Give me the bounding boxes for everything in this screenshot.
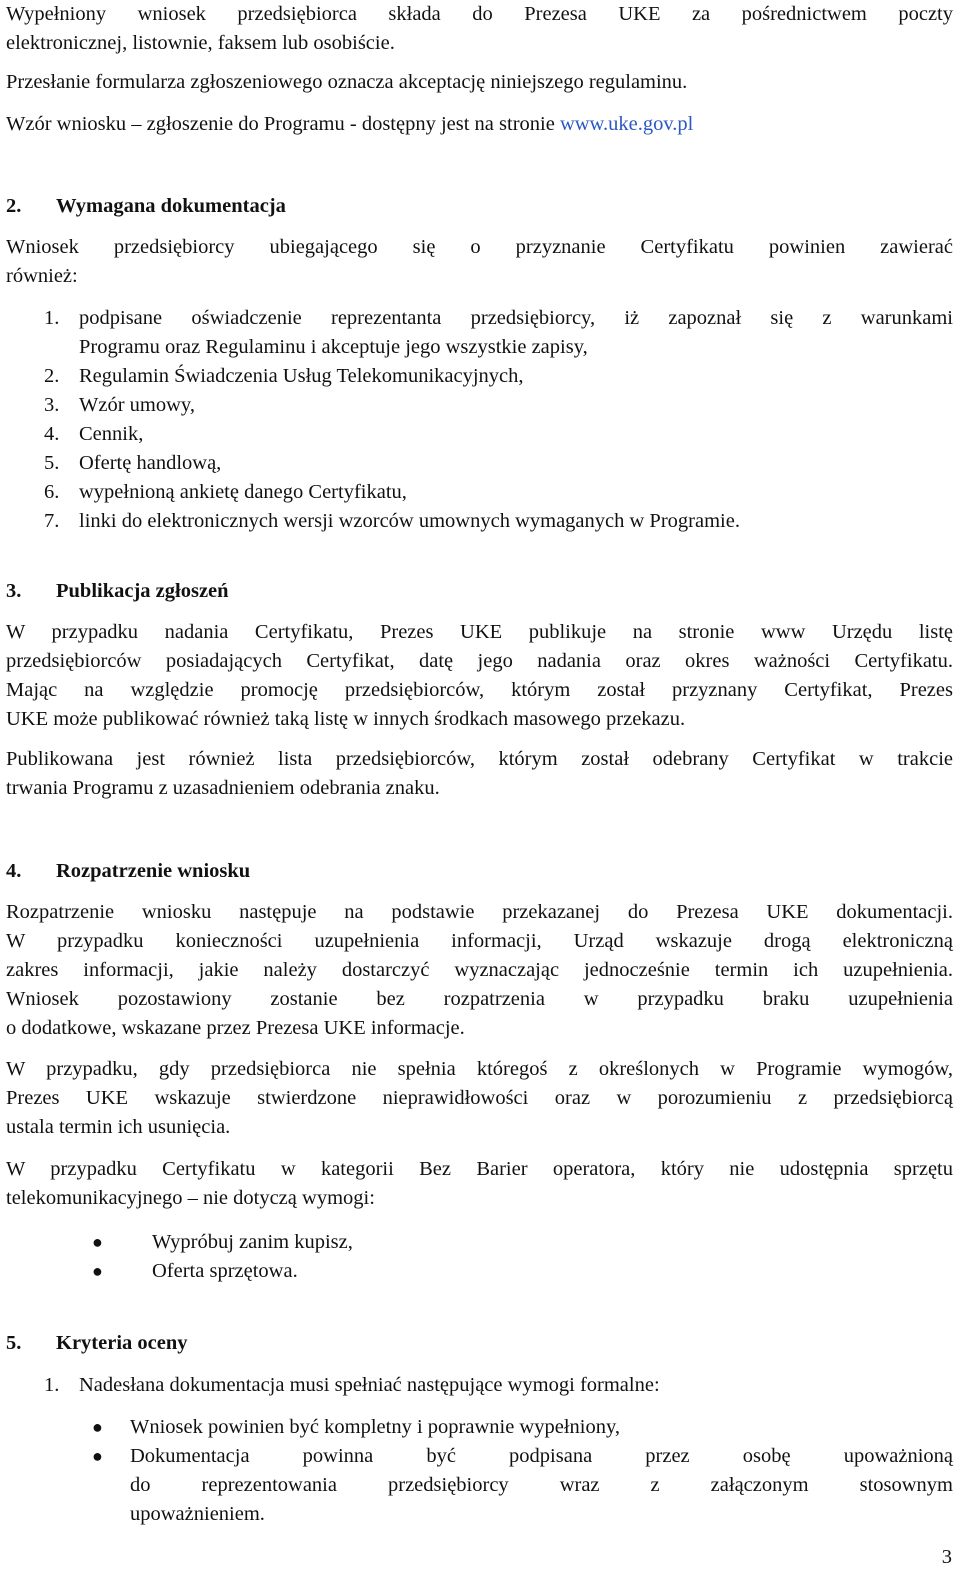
text-line: do reprezentowania przedsiębiorcy wraz z załączonym stosownym	[130, 1474, 953, 1496]
list-item	[92, 1257, 353, 1286]
list-item	[44, 420, 953, 449]
list-number: 1.	[44, 1374, 60, 1396]
intro-paragraph-3	[6, 110, 953, 139]
text-line: o dodatkowe, wskazane przez Prezesa UKE informacje.	[6, 1017, 465, 1039]
list-item	[44, 507, 953, 536]
list-item	[92, 1228, 353, 1257]
text-line: również:	[6, 265, 78, 287]
section-heading-5	[6, 1329, 188, 1358]
text-line: upoważnieniem.	[130, 1503, 265, 1525]
section-3-paragraph-1	[6, 618, 953, 734]
text-line: Publikowana jest również lista przedsiębiorców, którym został odebrany Certyfikat w trakcie	[6, 748, 953, 770]
text-span: Wzór wniosku – zgłoszenie do Programu - dostępny jest na stronie	[6, 113, 560, 135]
text-line: wypełnioną ankietę danego Certyfikatu,	[79, 481, 407, 503]
text-line: Rozpatrzenie wniosku następuje na podstawie przekazanej do Prezesa UKE dokumentacji.	[6, 901, 953, 923]
section-heading-3	[6, 577, 229, 606]
section-title: Kryteria oceny	[56, 1332, 188, 1354]
bullet-icon: ●	[92, 1417, 103, 1437]
section-title: Publikacja zgłoszeń	[56, 580, 229, 602]
bullet-icon: ●	[92, 1232, 103, 1252]
section-number: 3.	[6, 580, 22, 602]
page-number: 3	[941, 1546, 952, 1568]
list-number: 6.	[44, 481, 60, 503]
text-line: linki do elektronicznych wersji wzorców umownych wymaganych w Programie.	[79, 510, 740, 532]
section-4-paragraph-3	[6, 1155, 953, 1213]
section-number: 2.	[6, 195, 22, 217]
excluded-requirements-list	[92, 1228, 353, 1286]
section-number: 5.	[6, 1332, 22, 1354]
text-line: Dokumentacja powinna być podpisana przez osobę upoważnioną	[130, 1445, 953, 1467]
text-line: Mając na względzie promocję przedsiębiorców, którym został przyznany Certyfikat, Prezes	[6, 679, 953, 701]
text-line: Programu oraz Regulaminu i akceptuje jego wszystkie zapisy,	[79, 336, 588, 358]
section-2-intro	[6, 233, 953, 291]
text-line: Ofertę handlową,	[79, 452, 222, 474]
required-documents-list	[44, 304, 953, 536]
section-title: Rozpatrzenie wniosku	[56, 860, 251, 882]
list-number: 2.	[44, 365, 60, 387]
text-line: Regulamin Świadczenia Usług Telekomunikacyjnych,	[79, 365, 524, 387]
text-line: zakres informacji, jakie należy dostarczyć wyznaczając jednocześnie termin ich uzupełnienia.	[6, 959, 953, 981]
list-number: 3.	[44, 394, 60, 416]
list-number: 7.	[44, 510, 60, 532]
list-item	[44, 362, 953, 391]
text-line: Nadesłana dokumentacja musi spełniać następujące wymogi formalne:	[79, 1374, 660, 1396]
text-line: Cennik,	[79, 423, 144, 445]
list-item	[44, 1371, 953, 1400]
text-line: W przypadku konieczności uzupełnienia informacji, Urząd wskazuje drogą elektroniczną	[6, 930, 953, 952]
list-item-text: Wypróbuj zanim kupisz,	[152, 1231, 353, 1253]
section-heading-2	[6, 192, 286, 221]
text-line: Wniosek przedsiębiorcy ubiegającego się o przyznanie Certyfikatu powinien zawierać	[6, 236, 953, 258]
section-number: 4.	[6, 860, 22, 882]
intro-paragraph-1	[6, 0, 953, 58]
text-line: W przypadku, gdy przedsiębiorca nie spełnia któregoś z określonych w Programie wymogów,	[6, 1058, 953, 1080]
text-line: ustala termin ich usunięcia.	[6, 1116, 231, 1138]
text-line: UKE może publikować również taką listę w innych środkach masowego przekazu.	[6, 708, 686, 730]
list-number: 4.	[44, 423, 60, 445]
section-heading-4	[6, 857, 250, 886]
text-line: Wniosek powinien być kompletny i poprawnie wypełniony,	[130, 1416, 621, 1438]
text-line: przedsiębiorców posiadających Certyfikat, datę jego nadania oraz okres ważności Certyfikatu.	[6, 650, 953, 672]
text-line: telekomunikacyjnego – nie dotyczą wymogi:	[6, 1187, 375, 1209]
formal-requirements-list	[92, 1413, 953, 1529]
criteria-list	[44, 1371, 953, 1400]
text-line: elektronicznej, listownie, faksem lub osobiście.	[6, 32, 395, 54]
list-item	[92, 1442, 953, 1529]
bullet-icon: ●	[92, 1261, 103, 1281]
text-line: W przypadku nadania Certyfikatu, Prezes UKE publikuje na stronie www Urzędu listę	[6, 621, 953, 643]
list-item	[44, 391, 953, 420]
section-4-paragraph-1	[6, 898, 953, 1043]
text-line: Wypełniony wniosek przedsiębiorca składa do Prezesa UKE za pośrednictwem poczty	[6, 3, 953, 25]
list-item	[92, 1413, 953, 1442]
intro-paragraph-2: Przesłanie formularza zgłoszeniowego oznacza akceptację niniejszego regulaminu.	[6, 71, 688, 93]
section-4-paragraph-2	[6, 1055, 953, 1142]
text-line: podpisane oświadczenie reprezentanta przedsiębiorcy, iż zapoznał się z warunkami	[79, 307, 953, 329]
text-line: Wzór umowy,	[79, 394, 195, 416]
section-title: Wymagana dokumentacja	[56, 195, 286, 217]
bullet-icon: ●	[92, 1446, 103, 1466]
list-item	[44, 304, 953, 362]
uke-website-link[interactable]: www.uke.gov.pl	[559, 113, 694, 135]
list-item	[44, 449, 953, 478]
text-line: trwania Programu z uzasadnieniem odebrania znaku.	[6, 777, 440, 799]
text-line: Wniosek pozostawiony zostanie bez rozpatrzenia w przypadku braku uzupełnienia	[6, 988, 953, 1010]
list-item	[44, 478, 953, 507]
text-line: W przypadku Certyfikatu w kategorii Bez Barier operatora, który nie udostępnia sprzętu	[6, 1158, 953, 1180]
list-item-text: Oferta sprzętowa.	[152, 1260, 298, 1282]
list-number: 5.	[44, 452, 60, 474]
list-number: 1.	[44, 307, 60, 329]
text-line: Prezes UKE wskazuje stwierdzone nieprawidłowości oraz w porozumieniu z przedsiębiorcą	[6, 1087, 953, 1109]
section-3-paragraph-2	[6, 745, 953, 803]
